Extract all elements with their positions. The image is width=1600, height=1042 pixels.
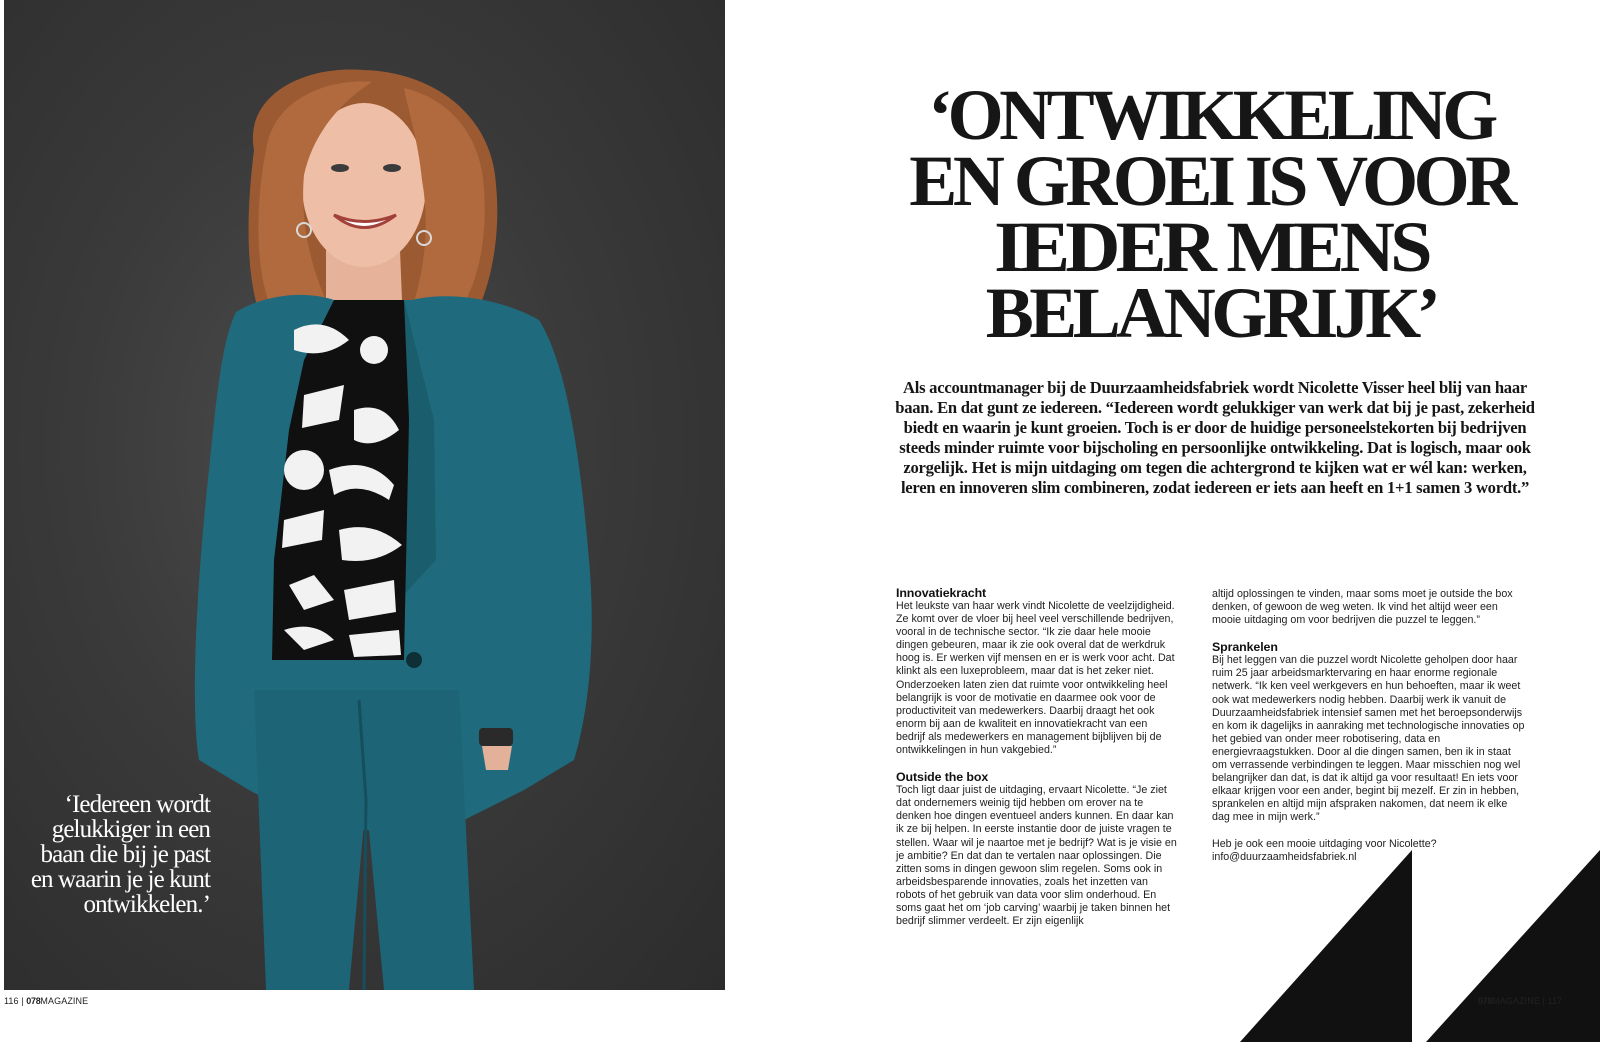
pull-quote: ‘Iedereen wordt gelukkiger in een baan die bij je past en waarin je je kunt ontwikkelen.’ (30, 791, 210, 918)
triangle-right (1426, 850, 1600, 1042)
folio-right (1478, 996, 1562, 1006)
paragraph-innovatiekracht: Het leukste van haar werk vindt Nicolette de veelzijdigheid. Ze komt over de vloer bij heel veel verschillende bedrijven, vooral in de technische sector. “Ik zie daar hele mooie dingen gebeuren, maar ik zie ook overal dat de werkdruk hoog is. Er werken vijf mensen en er is werk voor acht. Dat klinkt als een luxeprobleem, maar dat is het zeker niet. Onderzoeken laten zien dat ruimte voor ontwikkeling heel belangrijk is voor de motivatie en daarmee ook voor de productiviteit van medewerkers. Daarbij draagt het ook enorm bij aan de kwaliteit en innovatiekracht van een bedrijf als medewerkers en management bijblijven bij de ontwikkelingen in hun vakgebied.” (896, 600, 1175, 757)
headline-line-2: EN GROEI IS VOOR (909, 141, 1513, 221)
portrait-photo (4, 0, 725, 990)
folio-left (4, 996, 88, 1006)
paragraph-continued: altijd oplossingen te vinden, maar soms moet je outside the box denken, of gewoon de weg weten. Ik vind het altijd weer een mooie uitdaging om voor bedrijven die puzzel te leggen.” (1212, 588, 1513, 627)
brand-rest-left: MAGAZINE (40, 996, 89, 1006)
intro-paragraph: Als accountmanager bij de Duurzaamheidsfabriek wordt Nicolette Visser heel blij van haar baan. En dat gunt ze iedereen. “Iedereen wordt gelukkiger van werk dat bij je past, zekerheid biedt en waarin je kunt groeien. Toch is er door de huidige personeelstekorten bij bedrijven steeds minder ruimte voor bijscholing en persoonlijke ontwikkeling. Dat is logisch, maar ook zorgelijk. Het is mijn uitdaging om tegen die achtergrond te kijken wat er wél kan: werken, leren en innoveren slim combineren, zodat iedereen er iets aan heeft en 1+1 samen 3 wordt.” (895, 378, 1535, 497)
paragraph-outside-the-box: Toch ligt daar juist de uitdaging, ervaart Nicolette. “Je ziet dat ondernemers weinig tijd hebben om erover na te denken hoe dingen eventueel anders kunnen. En daar kan ik ze bij helpen. In eerste instantie door de juiste vragen te stellen. Waar wil je naartoe met je bedrijf? Wat is je visie en je ambitie? En dat dan te vertalen naar oplossingen. Die zitten soms in dingen gewoon slim regelen. Soms ook in arbeidsbesparende innovaties, zoals het inzetten van robots of het gebruik van data voor slim onderhoud. En soms gaat het om ‘job carving’ waarbij je taken binnen het bedrijf slimmer verdeelt. Er zijn eigenlijk (896, 784, 1177, 928)
heading-sprankelen: Sprankelen (1212, 640, 1278, 655)
article-column-right (1212, 588, 1528, 864)
headline (876, 75, 1546, 353)
headline-line-1: ‘ONTWIKKELING (928, 75, 1494, 155)
headline-line-4: BELANGRIJK’ (985, 273, 1437, 353)
heading-outside-the-box: Outside the box (896, 770, 989, 785)
headline-line-3: IEDER MENS (994, 207, 1428, 287)
brand-bold-right: 078 (1478, 996, 1493, 1006)
heading-innovatiekracht: Innovatiekracht (896, 586, 987, 600)
contact-email[interactable]: info@duurzaamheidsfabriek.nl (1212, 850, 1357, 863)
decorative-triangle-icon (1240, 850, 1600, 1042)
page-number-right: | 117 (1542, 996, 1563, 1006)
contact-question: Heb je ook een mooie uitdaging voor Nicolette? (1212, 837, 1437, 850)
article-column-left (896, 586, 1178, 928)
brand-rest-right: MAGAZINE (1492, 996, 1540, 1006)
brand-bold-left: 078 (26, 996, 41, 1006)
paragraph-sprankelen: Bij het leggen van die puzzel wordt Nicolette geholpen door haar ruim 25 jaar arbeidsmarktervaring en haar enorme regionale netwerk. “Ik ken veel werkgevers en hun behoeften, maar ik weet ook wat medewerkers nodig hebben. Daarbij werk ik vanuit de Duurzaamheidsfabriek intensief samen met het beroepsonderwijs en kom ik dagelijks in aanraking met technologische innovaties op het gebied van onder meer robotisering, data en energievraagstukken. Door al die dingen samen, ben ik in staat om verrassende verbindingen te leggen. Maar misschien nog wel belangrijker dan dat, is dat ik altijd ga voor resultaat! En iets voor elkaar krijgen voor een ander, begint bij mezelf. Er zin in hebben, sprankelen en altijd mijn afspraken nakomen, dat neem ik elke dag mee in mijn werk.” (1212, 654, 1525, 824)
page-number-left: 116 | (4, 996, 24, 1006)
triangle-left (1240, 850, 1412, 1042)
